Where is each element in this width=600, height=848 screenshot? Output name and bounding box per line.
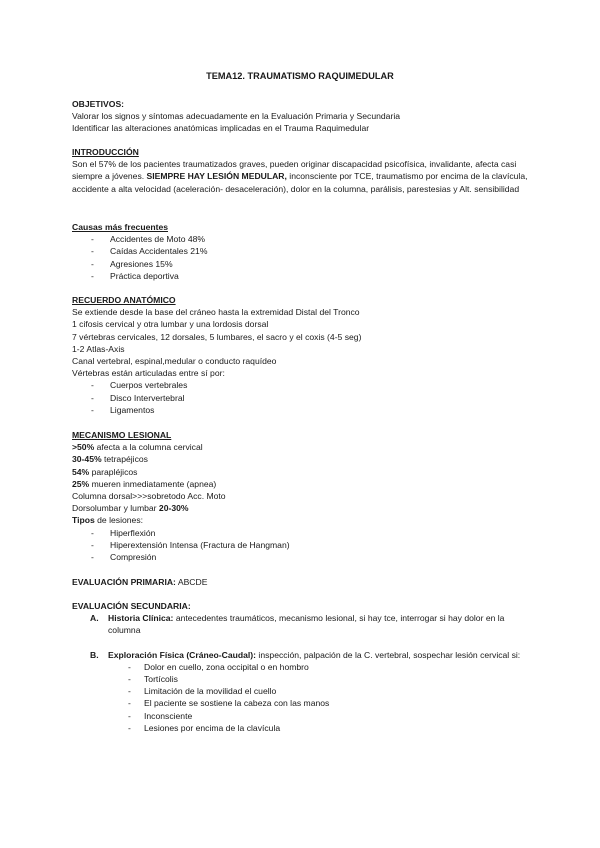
evaluacion-secundaria-section xyxy=(72,600,532,734)
stat-line xyxy=(72,478,532,490)
introduccion-heading: INTRODUCCIÓN xyxy=(72,147,139,157)
recuerdo-line: Vértebras están articuladas entre sí por: xyxy=(72,368,225,379)
historia-clinica-item xyxy=(72,612,532,636)
tipos-line xyxy=(72,514,532,526)
stat-text: mueren inmediatamente (apnea) xyxy=(89,478,217,489)
list-item: - Dolor en cuello, zona occipital o en hombro xyxy=(72,661,532,673)
causas-list xyxy=(72,233,532,282)
list-item: - Agresiones 15% xyxy=(72,258,532,270)
stat-line xyxy=(72,466,532,478)
stat-value: 54% xyxy=(72,466,90,477)
introduccion-text: Son el 57% de los pacientes traumatizados graves, pueden originar discapacidad psicofísica, invalidante, afecta casi siempre a jóvenes. xyxy=(72,159,517,182)
historia-clinica-text: antecedentes traumáticos, mecanismo lesional, si hay tce, interrogar si hay dolor en la columna xyxy=(108,613,505,636)
stat-text: tetrapéjicos xyxy=(101,454,148,465)
item-label: B. xyxy=(90,649,99,660)
exploracion-fisica-text: inspección, palpación de la C. vertebral, sospechar lesión cervical si: xyxy=(256,649,521,660)
list-item: - Tortícolis xyxy=(72,673,532,685)
causas-section xyxy=(72,221,532,282)
recuerdo-heading: RECUERDO ANATÓMICO xyxy=(72,295,176,305)
lumbar-line xyxy=(72,502,532,514)
introduccion-paragraph xyxy=(72,158,532,195)
evaluacion-primaria-heading: EVALUACIÓN PRIMARIA: xyxy=(72,577,176,587)
list-item: - Lesiones por encima de la clavícula xyxy=(72,722,532,734)
objetivo-line: Identificar las alteraciones anatómicas implicadas en el Trauma Raquimedular xyxy=(72,123,370,134)
lumbar-value: 20-30% xyxy=(158,503,189,514)
recuerdo-section xyxy=(72,294,532,416)
lumbar-text: Dorsolumbar y lumbar xyxy=(72,503,159,514)
stat-text: afecta a la columna cervical xyxy=(94,442,203,453)
stat-value: 30-45% xyxy=(72,454,102,465)
stat-line xyxy=(72,453,532,465)
introduccion-section xyxy=(72,146,532,195)
tipos-text: de lesiones: xyxy=(94,515,144,526)
evaluacion-primaria-section xyxy=(72,576,532,588)
evaluacion-primaria-line xyxy=(72,576,532,588)
exploracion-fisica-title: Exploración Física (Cráneo-Caudal): xyxy=(108,649,257,660)
stat-value: 25% xyxy=(72,478,90,489)
list-item: - Ligamentos xyxy=(72,404,532,416)
list-item: - Caídas Accidentales 21% xyxy=(72,245,532,257)
introduccion-bold: SIEMPRE HAY LESIÓN MEDULAR, xyxy=(146,171,287,182)
list-item: - Cuerpos vertebrales xyxy=(72,379,532,391)
causas-heading: Causas más frecuentes xyxy=(72,222,169,232)
stat-line xyxy=(72,441,532,453)
recuerdo-line: 1-2 Atlas-Axis xyxy=(72,343,125,354)
item-label: A. xyxy=(90,613,99,624)
list-item: - Compresión xyxy=(72,551,532,563)
exploracion-fisica-item xyxy=(72,649,532,661)
recuerdo-line: Se extiende desde la base del cráneo hasta la extremidad Distal del Tronco xyxy=(72,307,360,318)
stat-text: parapléjicos xyxy=(89,466,138,477)
list-item: - Limitación de la movilidad el cuello xyxy=(72,685,532,697)
list-item: - El paciente se sostiene la cabeza con las manos xyxy=(72,697,532,709)
sospecha-list xyxy=(72,661,532,734)
introduccion-text-after: inconsciente por TCE, traumatismo por encima de la clavícula, accidente a alta velocidad (aceleración- desaceleración), dolor en la columna, parálisis, parestesias y Alt. sensibilidad xyxy=(72,171,528,194)
stat-value: >50% xyxy=(72,442,95,453)
evaluacion-primaria-text: ABCDE xyxy=(175,577,208,587)
list-item: - Hiperflexión xyxy=(72,527,532,539)
evaluacion-secundaria-heading: EVALUACIÓN SECUNDARIA: xyxy=(72,601,191,611)
list-item: - Accidentes de Moto 48% xyxy=(72,233,532,245)
list-item: - Disco Intervertebral xyxy=(72,392,532,404)
recuerdo-list xyxy=(72,379,532,416)
objetivos-heading: OBJETIVOS: xyxy=(72,99,125,109)
historia-clinica-title: Historia Clínica: xyxy=(108,613,174,624)
list-item: - Hiperextensión Intensa (Fractura de Hangman) xyxy=(72,539,532,551)
mecanismo-heading: MECANISMO LESIONAL xyxy=(72,430,172,440)
recuerdo-line: Canal vertebral, espinal,medular o conducto raquídeo xyxy=(72,356,277,367)
tipos-bold: Tipos xyxy=(72,515,95,526)
objetivos-section xyxy=(72,98,532,135)
tipos-list xyxy=(72,527,532,564)
recuerdo-line: 1 cifosis cervical y otra lumbar y una lordosis dorsal xyxy=(72,319,269,330)
dorsal-line: Columna dorsal>>>sobretodo Acc. Moto xyxy=(72,491,226,502)
list-item: - Práctica deportiva xyxy=(72,270,532,282)
list-item: - Inconsciente xyxy=(72,710,532,722)
objetivo-line: Valorar los signos y síntomas adecuadamente en la Evaluación Primaria y Secundaria xyxy=(72,111,401,122)
recuerdo-line: 7 vértebras cervicales, 12 dorsales, 5 lumbares, el sacro y el coxis (4-5 seg) xyxy=(72,331,362,342)
mecanismo-section xyxy=(72,429,532,563)
page-title: TEMA12. TRAUMATISMO RAQUIMEDULAR xyxy=(206,71,394,81)
